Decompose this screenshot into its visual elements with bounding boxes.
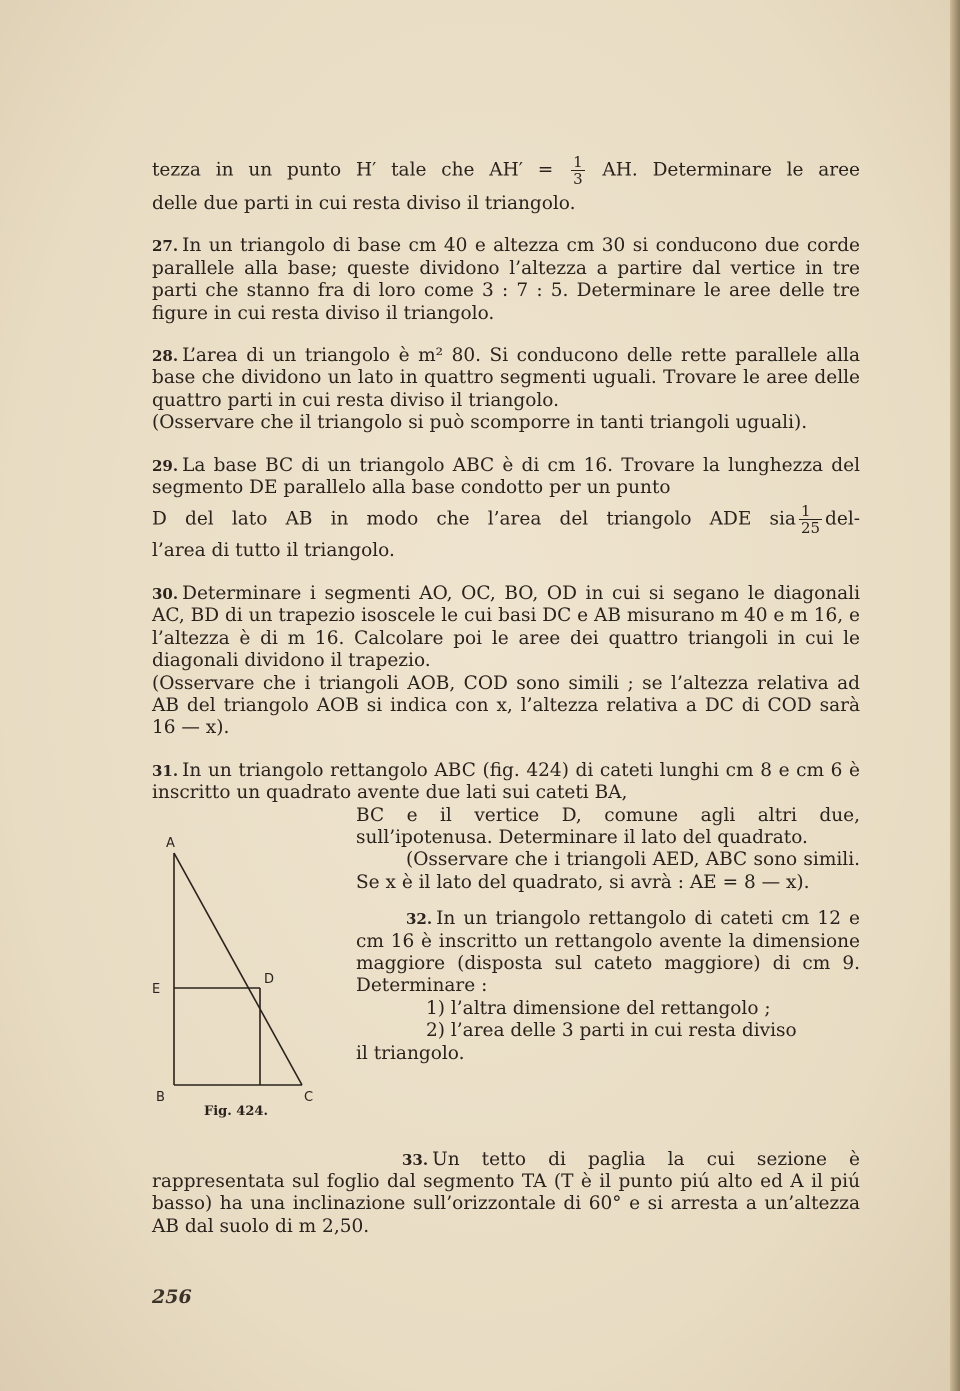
exercise-number: 30. bbox=[152, 584, 179, 603]
fraction-denominator: 3 bbox=[573, 170, 583, 188]
hypotenuse bbox=[174, 853, 302, 1085]
exercise-32 bbox=[356, 908, 860, 998]
figure-and-side-text bbox=[152, 805, 860, 1135]
exercise-text: In un triangolo rettangolo ABC (fig. 424) di cateti lunghi cm 8 e cm 6 è inscritto un quadrato avente due lati sui cateti BA, bbox=[152, 759, 860, 804]
exercise-text: Un tetto di paglia la cui sezione è rappresentata sul foglio dal segmento TA (T è il punto piú alto ed A il piú basso) ha una inclinazione sull’orizzontale di 60° e si arresta a un’altezza AB dal suolo di m 2,50. bbox=[152, 1148, 860, 1237]
exercise-number: 32. bbox=[406, 910, 433, 929]
intro-line-1 bbox=[152, 154, 860, 187]
exercise-text: La base BC di un triangolo ABC è di cm 16. Trovare la lunghezza del segmento DE parallelo alla base condotto per un punto bbox=[152, 454, 860, 499]
label-e: E bbox=[152, 981, 161, 997]
exercise-31 bbox=[152, 760, 860, 805]
fraction-numerator: 1 bbox=[799, 503, 822, 520]
exercise-text: del- bbox=[825, 508, 860, 530]
exercise-33 bbox=[152, 1149, 860, 1239]
fraction-one-twentyfifth bbox=[799, 503, 822, 536]
fraction-denominator: 25 bbox=[800, 519, 821, 538]
exercise-32-item-2: 2) l’area delle 3 parti in cui resta diviso bbox=[426, 1020, 797, 1042]
text-body bbox=[152, 150, 860, 1238]
figure-424 bbox=[152, 835, 352, 1105]
exercise-28 bbox=[152, 345, 860, 412]
page-number: 256 bbox=[152, 1286, 192, 1308]
exercise-text: Determinare i segmenti AO, OC, BO, OD in cui si segano le diagonali AC, BD di un trapezio isoscele le cui basi DC e AB misurano m 40 e m 16, e l’altezza è di m 16. Calcolare poi le aree dei quattro triangoli in cui le diagonali dividono il trapezio. bbox=[152, 582, 860, 672]
fraction-numerator: 1 bbox=[573, 153, 583, 171]
fraction-one-third bbox=[571, 154, 585, 187]
figure-caption: Fig. 424. bbox=[204, 1103, 268, 1119]
label-b: B bbox=[156, 1089, 165, 1105]
intro-line-2: delle due parti in cui resta diviso il triangolo. bbox=[152, 193, 576, 214]
exercise-31-note: (Osservare che i triangoli AED, ABC sono simili. Se x è il lato del quadrato, si avrà : AE = 8 — x). bbox=[356, 849, 860, 893]
exercise-number: 29. bbox=[152, 456, 179, 475]
exercise-text: In un triangolo rettangolo di cateti cm 12 e cm 16 è inscritto un rettangolo avente la dimensione maggiore (disposta sul cateto maggiore) di cm 9. Determinare : bbox=[356, 908, 860, 997]
label-a: A bbox=[166, 835, 175, 851]
exercise-number: 31. bbox=[152, 761, 179, 780]
exercise-30 bbox=[152, 583, 860, 673]
side-text bbox=[356, 805, 860, 1065]
exercise-28-note: (Osservare che il triangolo si può scomporre in tanti triangoli uguali). bbox=[152, 412, 808, 434]
exercise-number: 33. bbox=[402, 1150, 429, 1169]
intro-text-b: AH. Determinare le aree bbox=[587, 159, 861, 181]
exercise-27 bbox=[152, 235, 860, 325]
exercise-30-note: (Osservare che i triangoli AOB, COD sono simili ; se l’altezza relativa ad AB del triangolo AOB si indica con x, l’altezza relativa a DC di COD sarà 16 — x). bbox=[152, 672, 860, 739]
exercise-text: In un triangolo di base cm 40 e altezza cm 30 si conducono due corde parallele alla base; queste dividono l’altezza a partire dal vertice in tre parti che stanno fra di loro come 3 : 7 : 5. Determinare le aree delle tre figure in cui resta diviso il triangolo. bbox=[152, 235, 860, 324]
exercise-text: L’area di un triangolo è m² 80. Si conducono delle rette parallele alla base che dividono un lato in quattro segmenti uguali. Trovare le aree delle quattro parti in cui resta diviso il triangolo. bbox=[152, 345, 860, 411]
page-edge bbox=[950, 0, 960, 1391]
exercise-32-item-1: 1) l’altra dimensione del rettangolo ; bbox=[426, 997, 771, 1019]
exercise-number: 27. bbox=[152, 237, 179, 256]
exercise-29 bbox=[152, 455, 860, 500]
exercise-29-line bbox=[152, 503, 860, 536]
exercise-number: 28. bbox=[152, 347, 179, 366]
exercise-32-tail: il triangolo. bbox=[356, 1042, 465, 1064]
label-d: D bbox=[264, 971, 275, 987]
label-c: C bbox=[304, 1089, 314, 1105]
exercise-31-cont: BC e il vertice D, comune agli altri due, sull’ipotenusa. Determinare il lato del quadrato. bbox=[356, 804, 860, 848]
intro-text-a: tezza in un punto H′ tale che AH′ = bbox=[152, 159, 569, 181]
exercise-29-end: l’area di tutto il triangolo. bbox=[152, 540, 395, 562]
exercise-text: D del lato AB in modo che l’area del triangolo ADE sia bbox=[152, 508, 796, 530]
